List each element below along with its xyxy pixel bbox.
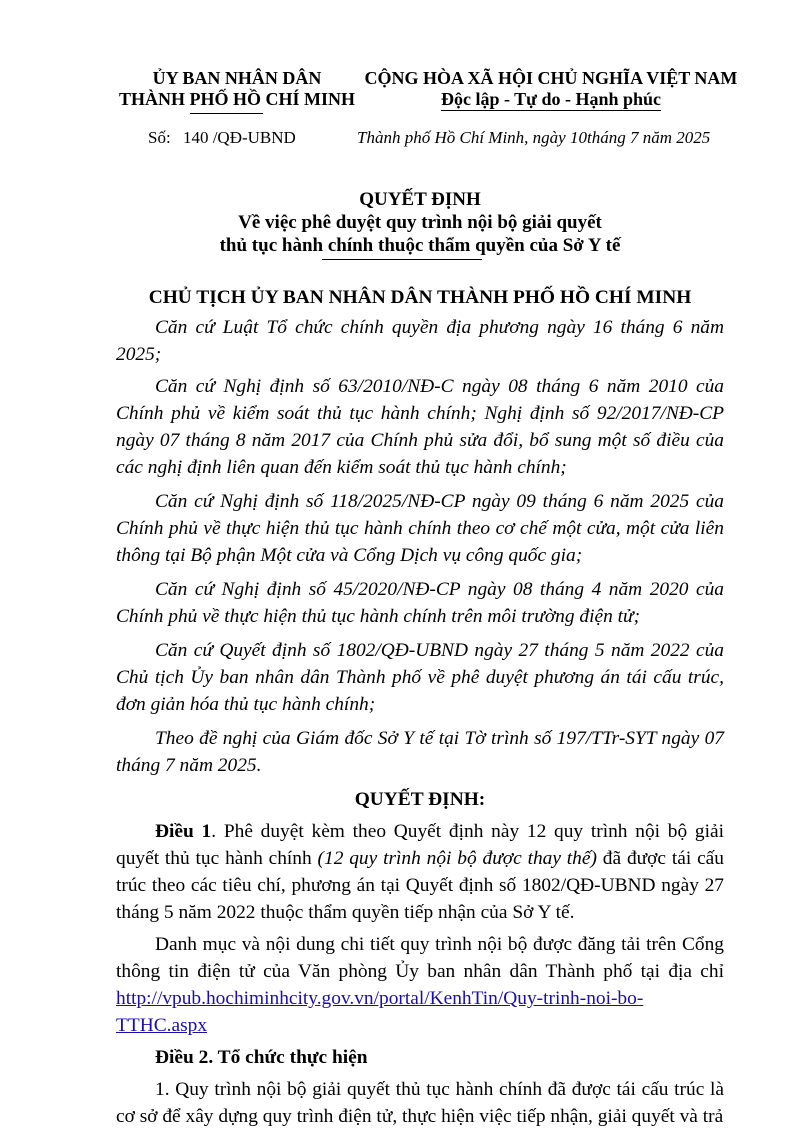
agency-block (95, 68, 379, 110)
place-and-date: Thành phố Hồ Chí Minh, ngày 10tháng 7 năm 2025 (357, 128, 711, 147)
article-1-text-b: đã được tái cấu trúc theo các tiêu chí, phương án tại Quyết định số 1802/QĐ-UBND ngày 27 tháng 5 năm 2022 thuộc thẩm quyền tiếp nhận của Sở Y tế. (116, 848, 724, 923)
nation-block (352, 68, 750, 110)
motto-text: Độc lập - Tự do - Hạnh phúc (440, 89, 662, 109)
publication-text: Danh mục và nội dung chi tiết quy trình nội bộ được đăng tải trên Cổng thông tin điện tử của Văn phòng Ủy ban nhân dân Thành phố tại địa chỉ (116, 934, 724, 982)
article-1-label: Điều 1 (155, 821, 212, 842)
article-1-publication (116, 931, 724, 1039)
preamble-item: Căn cứ Nghị định số 63/2010/NĐ-C ngày 08 tháng 6 năm 2010 của Chính phủ về kiểm soát thủ tục hành chính; Nghị định số 92/2017/NĐ-CP ngày 07 tháng 8 năm 2017 của Chính phủ sửa đổi, bổ sung một số điều của các nghị định liên quan đến kiểm soát thủ tục hành chính; (116, 376, 724, 478)
preamble-item: Theo đề nghị của Giám đốc Sở Y tế tại Tờ trình số 197/TTr-SYT ngày 07 tháng 7 năm 2025. (116, 728, 724, 776)
procedure-link[interactable]: http://vpub.hochiminhcity.gov.vn/portal/KenhTin/Quy-trinh-noi-bo-TTHC.aspx (116, 988, 644, 1036)
motto (352, 89, 750, 110)
document-body (116, 314, 724, 1137)
article-1 (116, 818, 724, 926)
number-label: Số: (148, 128, 171, 147)
preamble-item: Căn cứ Quyết định số 1802/QĐ-UBND ngày 27 tháng 5 năm 2022 của Chủ tịch Ủy ban nhân dân Thành phố về phê duyệt phương án tái cấu trúc, đơn giản hóa thủ tục hành chính; (116, 640, 724, 715)
issuer-heading: CHỦ TỊCH ỦY BAN NHÂN DÂN THÀNH PHỐ HỒ CHÍ MINH (148, 287, 692, 308)
title-main: QUYẾT ĐỊNH (359, 189, 481, 210)
article-1-text-italic: (12 quy trình nội bộ được thay thế) (317, 848, 597, 869)
title-underline (322, 259, 482, 260)
agency-name-line2: THÀNH PHỐ HỒ CHÍ MINH (118, 89, 355, 109)
nation-name: CỘNG HÒA XÃ HỘI CHỦ NGHĨA VIỆT NAM (364, 68, 738, 88)
preamble-item: Căn cứ Luật Tổ chức chính quyền địa phương ngày 16 tháng 6 năm 2025; (116, 317, 724, 365)
title-subject-line1: Về việc phê duyệt quy trình nội bộ giải quyết (238, 212, 602, 233)
document-title (120, 188, 720, 257)
title-subject-line2: thủ tục hành chính thuộc thẩm quyền của Sở Y tế (219, 235, 621, 256)
preamble-item: Căn cứ Nghị định số 118/2025/NĐ-CP ngày 09 tháng 6 năm 2025 của Chính phủ về thực hiện thủ tục hành chính theo cơ chế một cửa, một cửa liên thông tại Bộ phận Một cửa và Cổng Dịch vụ công quốc gia; (116, 491, 724, 566)
agency-name-line1: ỦY BAN NHÂN DÂN (152, 68, 322, 88)
document-number (148, 128, 296, 148)
article-2-heading: Điều 2. Tổ chức thực hiện (155, 1047, 368, 1068)
article-2-item-1: 1. Quy trình nội bộ giải quyết thủ tục hành chính đã được tái cấu trúc là cơ sở để xây dựng quy trình điện tử, thực hiện việc tiếp nhận, giải quyết và trả (116, 1079, 724, 1127)
number-value: 140 /QĐ-UBND (182, 128, 296, 147)
agency-underline (190, 113, 263, 114)
article-1-text-a: . Phê duyệt kèm theo Quyết định này 12 quy trình nội bộ giải quyết thủ tục hành chính (116, 821, 724, 869)
decision-heading: QUYẾT ĐỊNH: (354, 789, 486, 810)
preamble-item: Căn cứ Nghị định số 45/2020/NĐ-CP ngày 08 tháng 4 năm 2020 của Chính phủ về thực hiện thủ tục hành chính trên môi trường điện tử; (116, 579, 724, 627)
